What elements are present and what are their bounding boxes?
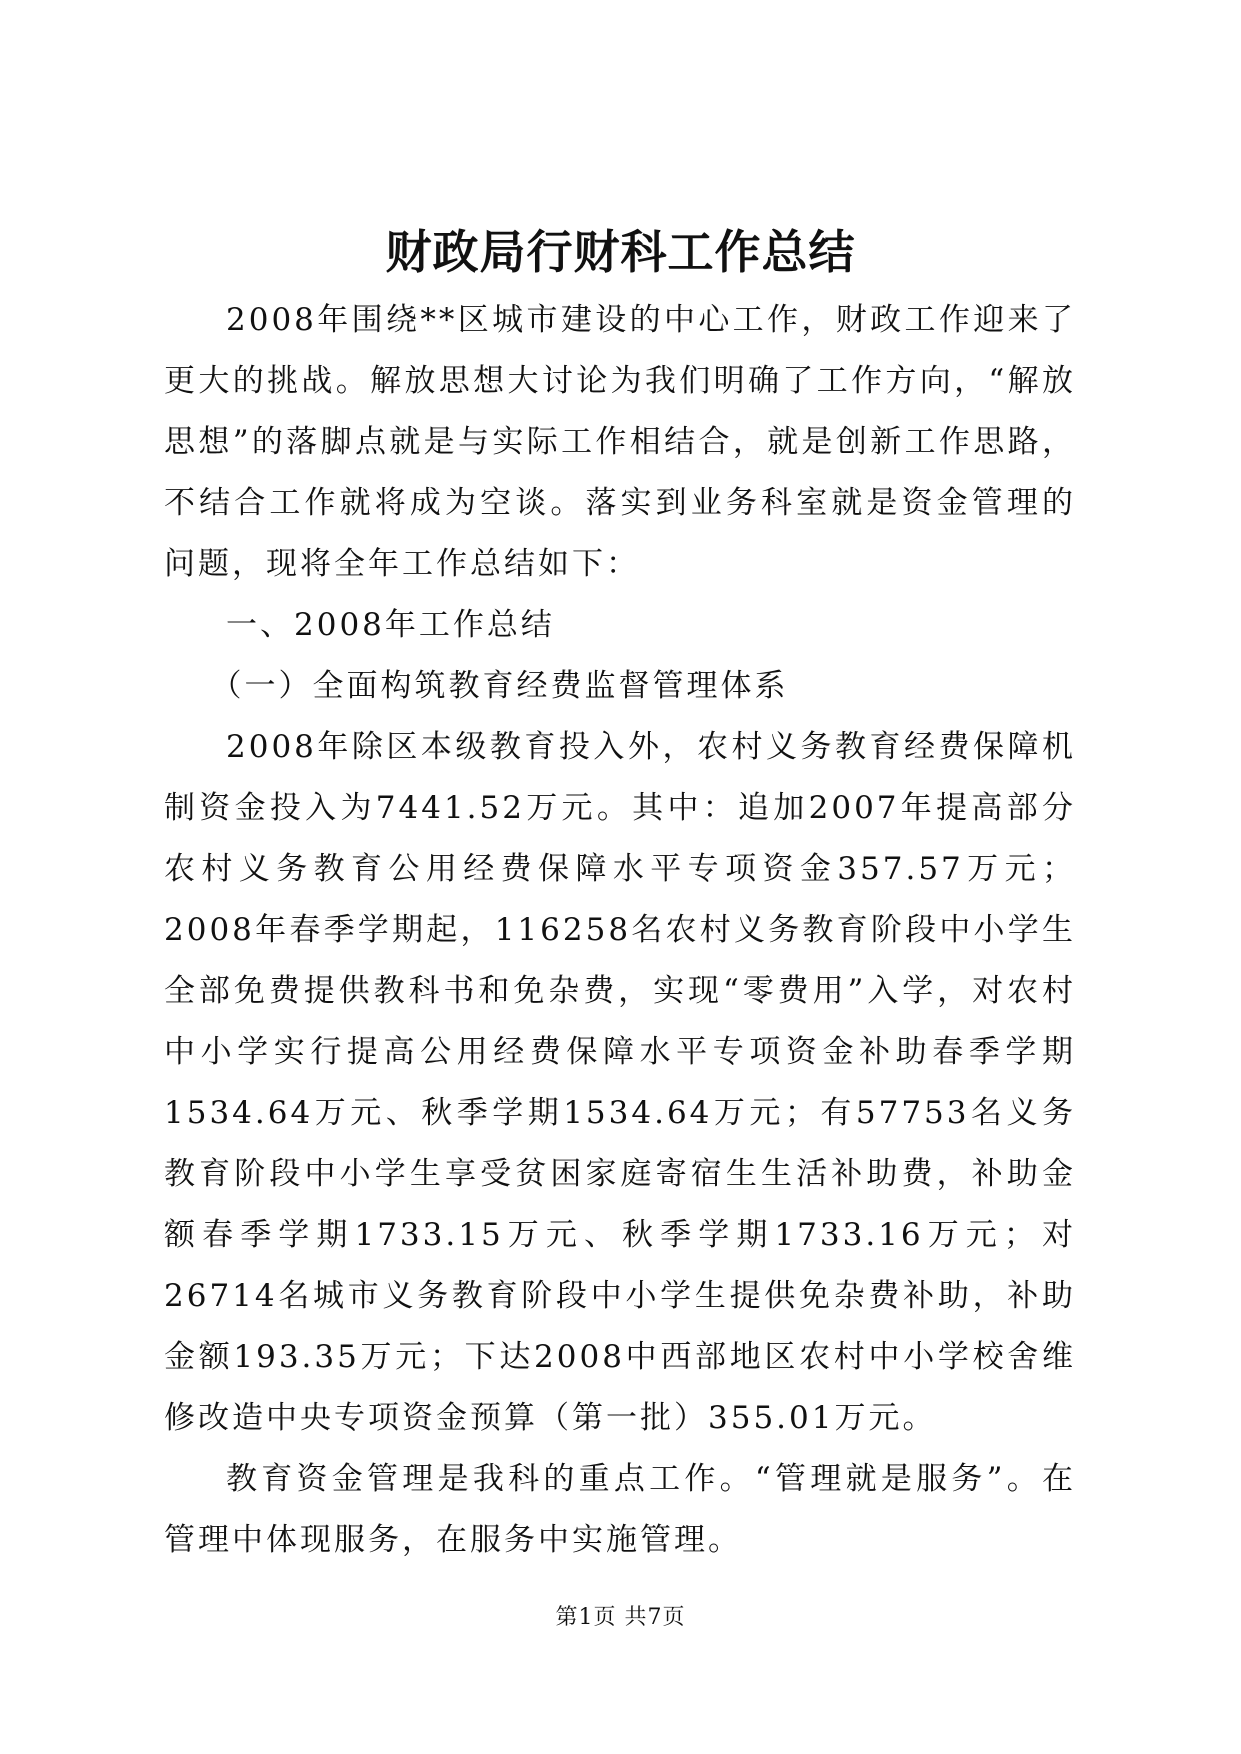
section-heading: 一、2008年工作总结 — [226, 607, 555, 643]
funding-paragraph: 2008年除区本级教育投入外，农村义务教育经费保障机制资金投入为7441.52万元。其中：追加2007年提高部分农村义务教育公用经费保障水平专项资金357.57万元；2008年春季学期起，116258名农村义务教育阶段中小学生全部免费提供教科书和免杂费，实现“零费用”入学，对农村中小学实行提高公用经费保障水平专项资金补助春季学期1534.64万元、秋季学期1534.64万元；有57753名义务教育阶段中小学生享受贫困家庭寄宿生生活补助费，补助金额春季学期1733.15万元、秋季学期1733.16万元；对26714名城市义务教育阶段中小学生提供免杂费补助，补助金额193.35万元；下达2008中西部地区农村中小学校舍维修改造中央专项资金预算（第一批）355.01万元。 — [164, 729, 1076, 1436]
page-number-footer: 第1页 共7页 — [555, 1605, 686, 1630]
document-title: 财政局行财科工作总结 — [385, 225, 856, 279]
subsection-heading: （一）全面构筑教育经费监督管理体系 — [210, 668, 789, 704]
management-paragraph: 教育资金管理是我科的重点工作。“管理就是服务”。在管理中体现服务，在服务中实施管理。 — [164, 1461, 1076, 1558]
intro-paragraph: 2008年围绕**区城市建设的中心工作，财政工作迎来了更大的挑战。解放思想大讨论为我们明确了工作方向，“解放思想”的落脚点就是与实际工作相结合，就是创新工作思路，不结合工作就将成为空谈。落实到业务科室就是资金管理的问题，现将全年工作总结如下： — [164, 302, 1076, 582]
document-body — [164, 290, 1076, 1571]
